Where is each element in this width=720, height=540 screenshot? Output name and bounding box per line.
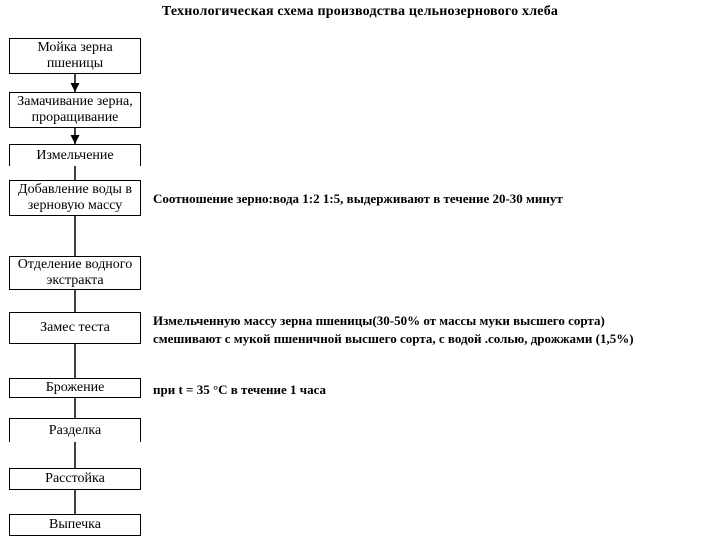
step-label: Измельчение [36,147,114,163]
step-proofing [9,468,141,490]
step-fermentation [9,378,141,398]
note-fermentation: при t = 35 °С в течение 1 часа [153,382,326,397]
note-dough-line1: Измельченную массу зерна пшеницы(30-50% от массы муки высшего сорта) [153,313,605,328]
step-soaking [9,92,141,128]
diagram-title: Технологическая схема производства цельнозернового хлеба [161,4,559,19]
step-adding-water [9,180,141,216]
step-dividing [9,418,141,442]
step-baking [9,514,141,536]
step-label: Добавление воды в зерновую массу [18,182,132,213]
step-label: Замес теста [40,320,110,335]
step-label: Разделка [48,422,102,438]
step-kneading [9,312,141,344]
step-extract-separation [9,256,141,290]
step-label: Замачивание зерна, проращивание [17,94,133,125]
step-label: Расстойка [45,471,105,486]
step-grinding [9,144,141,166]
note-water-ratio: Соотношение зерно:вода 1:2 1:5, выдерживают в течение 20-30 минут [153,191,563,206]
step-label: Мойка зерна пшеницы [37,40,113,71]
step-label: Отделение водного экстракта [17,257,133,288]
note-dough-line2: смешивают с мукой пшеничной высшего сорта, с водой .солью, дрожжами (1,5%) [153,331,634,346]
step-label: Брожение [45,380,105,395]
step-label: Выпечка [49,517,101,532]
step-washing [9,38,141,74]
